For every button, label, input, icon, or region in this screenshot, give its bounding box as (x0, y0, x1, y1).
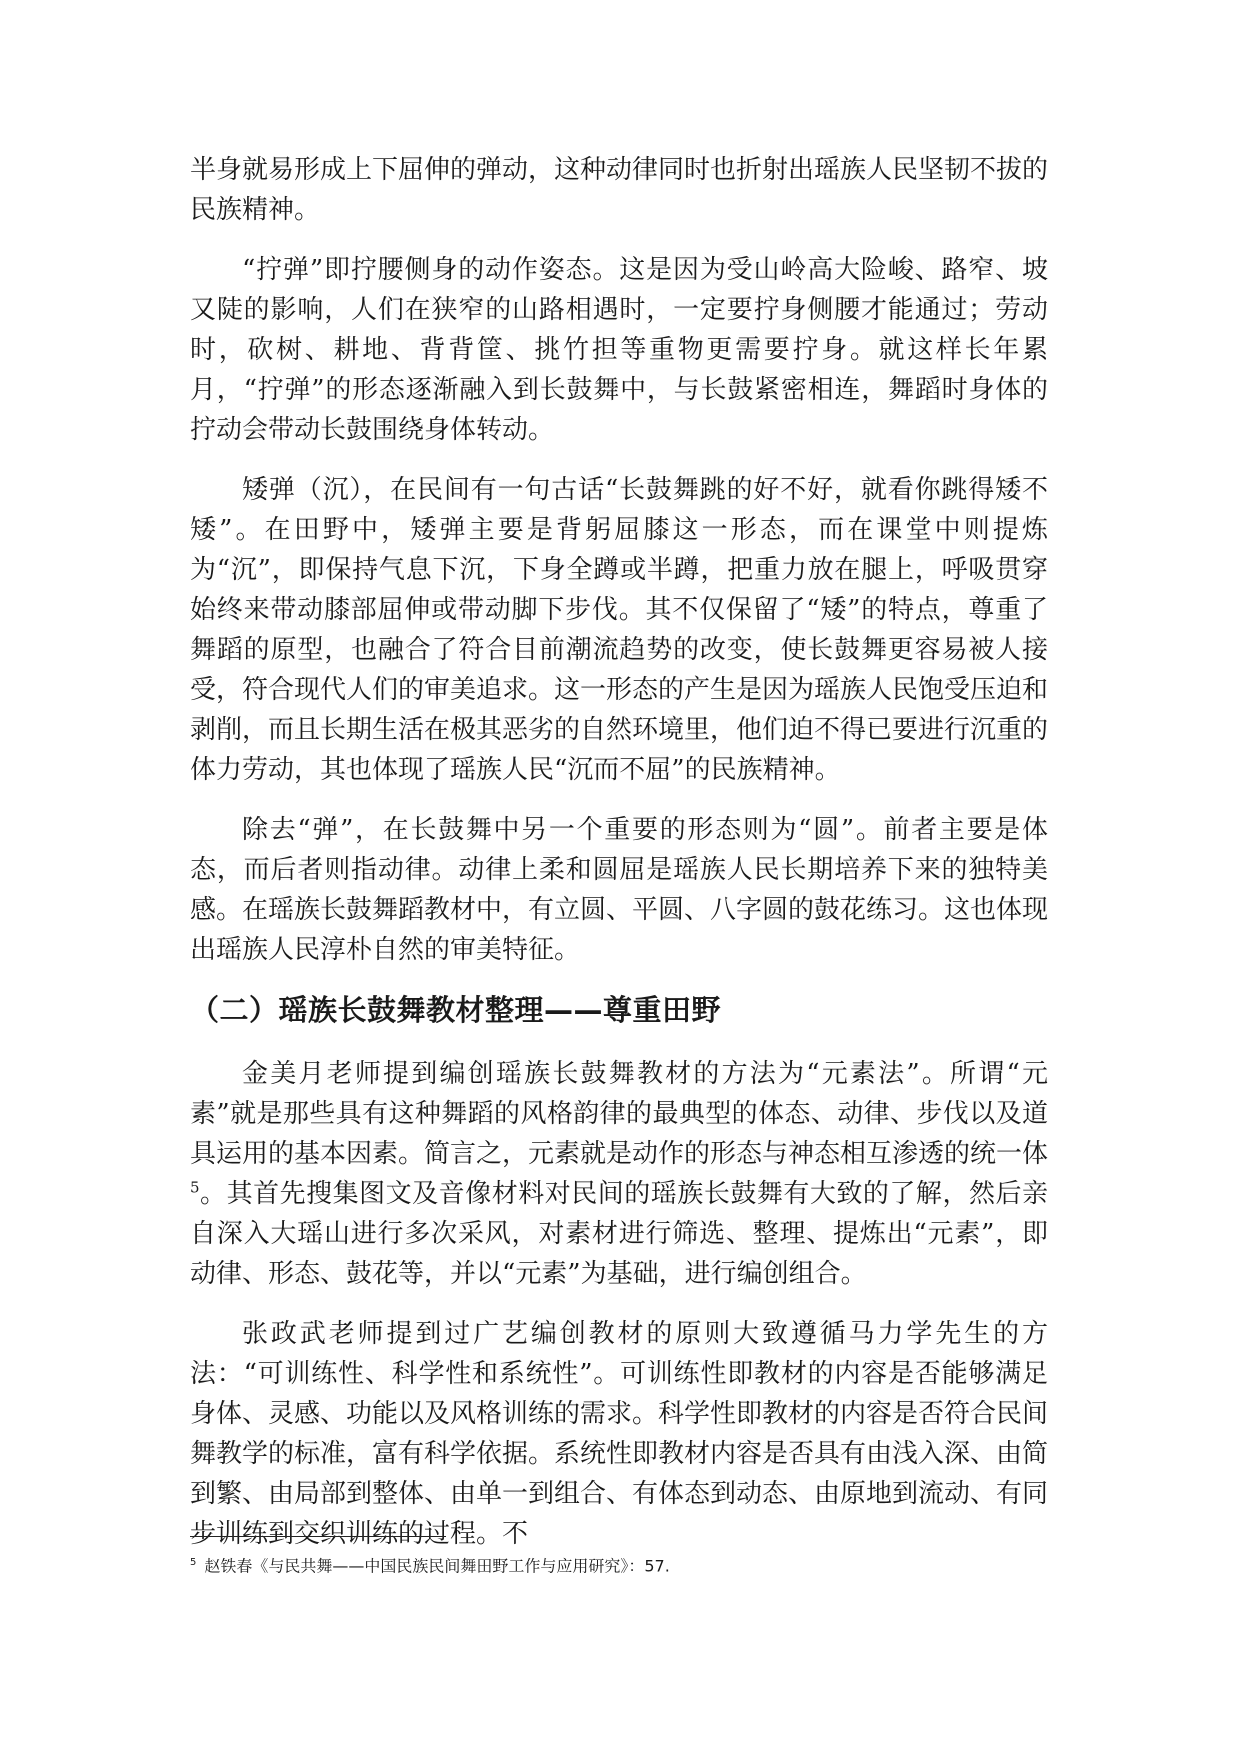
paragraph-twist-bounce: “拧弹”即拧腰侧身的动作姿态。这是因为受山岭高大险峻、路窄、坡又陡的影响，人们在狭窄的山路相遇时，一定要拧身侧腰才能通过；劳动时，砍树、耕地、背背筐、挑竹担等重物更需要拧身。就这样长年累月，“拧弹”的形态逐渐融入到长鼓舞中，与长鼓紧密相连，舞蹈时身体的拧动会带动长鼓围绕身体转动。 (190, 255, 1048, 445)
paragraph-element-method (190, 1054, 1048, 1294)
paragraph-element-method-part1: 金美月老师提到编创瑶族长鼓舞教材的方法为“元素法”。所谓“元素”就是那些具有这种舞蹈的风格韵律的最典型的体态、动律、步伐以及道具运用的基本因素。简言之，元素就是动作的形态与神态相互渗透的统一体 (190, 1059, 1049, 1169)
page-body (190, 150, 1048, 1574)
footnote-number: 5 (190, 1557, 197, 1568)
paragraph-principles: 张政武老师提到过广艺编创教材的原则大致遵循马力学先生的方法：“可训练性、科学性和系统性”。可训练性即教材的内容是否能够满足身体、灵感、功能以及风格训练的需求。科学性即教材的内容是否符合民间舞教学的标准，富有科学依据。系统性即教材内容是否具有由浅入深、由简到繁、由局部到整体、由单一到组合、有体态到动态、由原地到流动、有同步训练到交织训练的过程。不 (190, 1319, 1049, 1549)
section-heading: （二）瑶族长鼓舞教材整理——尊重田野 (190, 993, 722, 1027)
footnote-text: 赵铁春《与民共舞——中国民族民间舞田野工作与应用研究》：57. (204, 1556, 670, 1576)
footnote (190, 1552, 1048, 1577)
footnote-divider (190, 1536, 446, 1537)
paragraph-circle: 除去“弹”，在长鼓舞中另一个重要的形态则为“圆”。前者主要是体态，而后者则指动律。动律上柔和圆屈是瑶族人民长期培养下来的独特美感。在瑶族长鼓舞蹈教材中，有立圆、平圆、八字圆的鼓花练习。这也体现出瑶族人民淳朴自然的审美特征。 (190, 815, 1049, 965)
paragraph-element-method-part2: 。其首先搜集图文及音像材料对民间的瑶族长鼓舞有大致的了解，然后亲自深入大瑶山进行多次采风，对素材进行筛选、整理、提炼出“元素”，即动律、形态、鼓花等，并以“元素”为基础，进行编创组合。 (190, 1179, 1048, 1289)
footnote-reference[interactable]: 5 (190, 1178, 200, 1197)
paragraph-continuation: 半身就易形成上下屈伸的弹动，这种动律同时也折射出瑶族人民坚韧不拔的民族精神。 (190, 155, 1049, 225)
paragraph-low-bounce: 矮弹（沉），在民间有一句古话“长鼓舞跳的好不好，就看你跳得矮不矮”。在田野中，矮弹主要是背躬屈膝这一形态，而在课堂中则提炼为“沉”，即保持气息下沉，下身全蹲或半蹲，把重力放在腿上，呼吸贯穿始终来带动膝部屈伸或带动脚下步伐。其不仅保留了“矮”的特点，尊重了舞蹈的原型，也融合了符合目前潮流趋势的改变，使长鼓舞更容易被人接受，符合现代人们的审美追求。这一形态的产生是因为瑶族人民饱受压迫和剥削，而且长期生活在极其恶劣的自然环境里，他们迫不得已要进行沉重的体力劳动，其也体现了瑶族人民“沉而不屈”的民族精神。 (190, 475, 1049, 785)
